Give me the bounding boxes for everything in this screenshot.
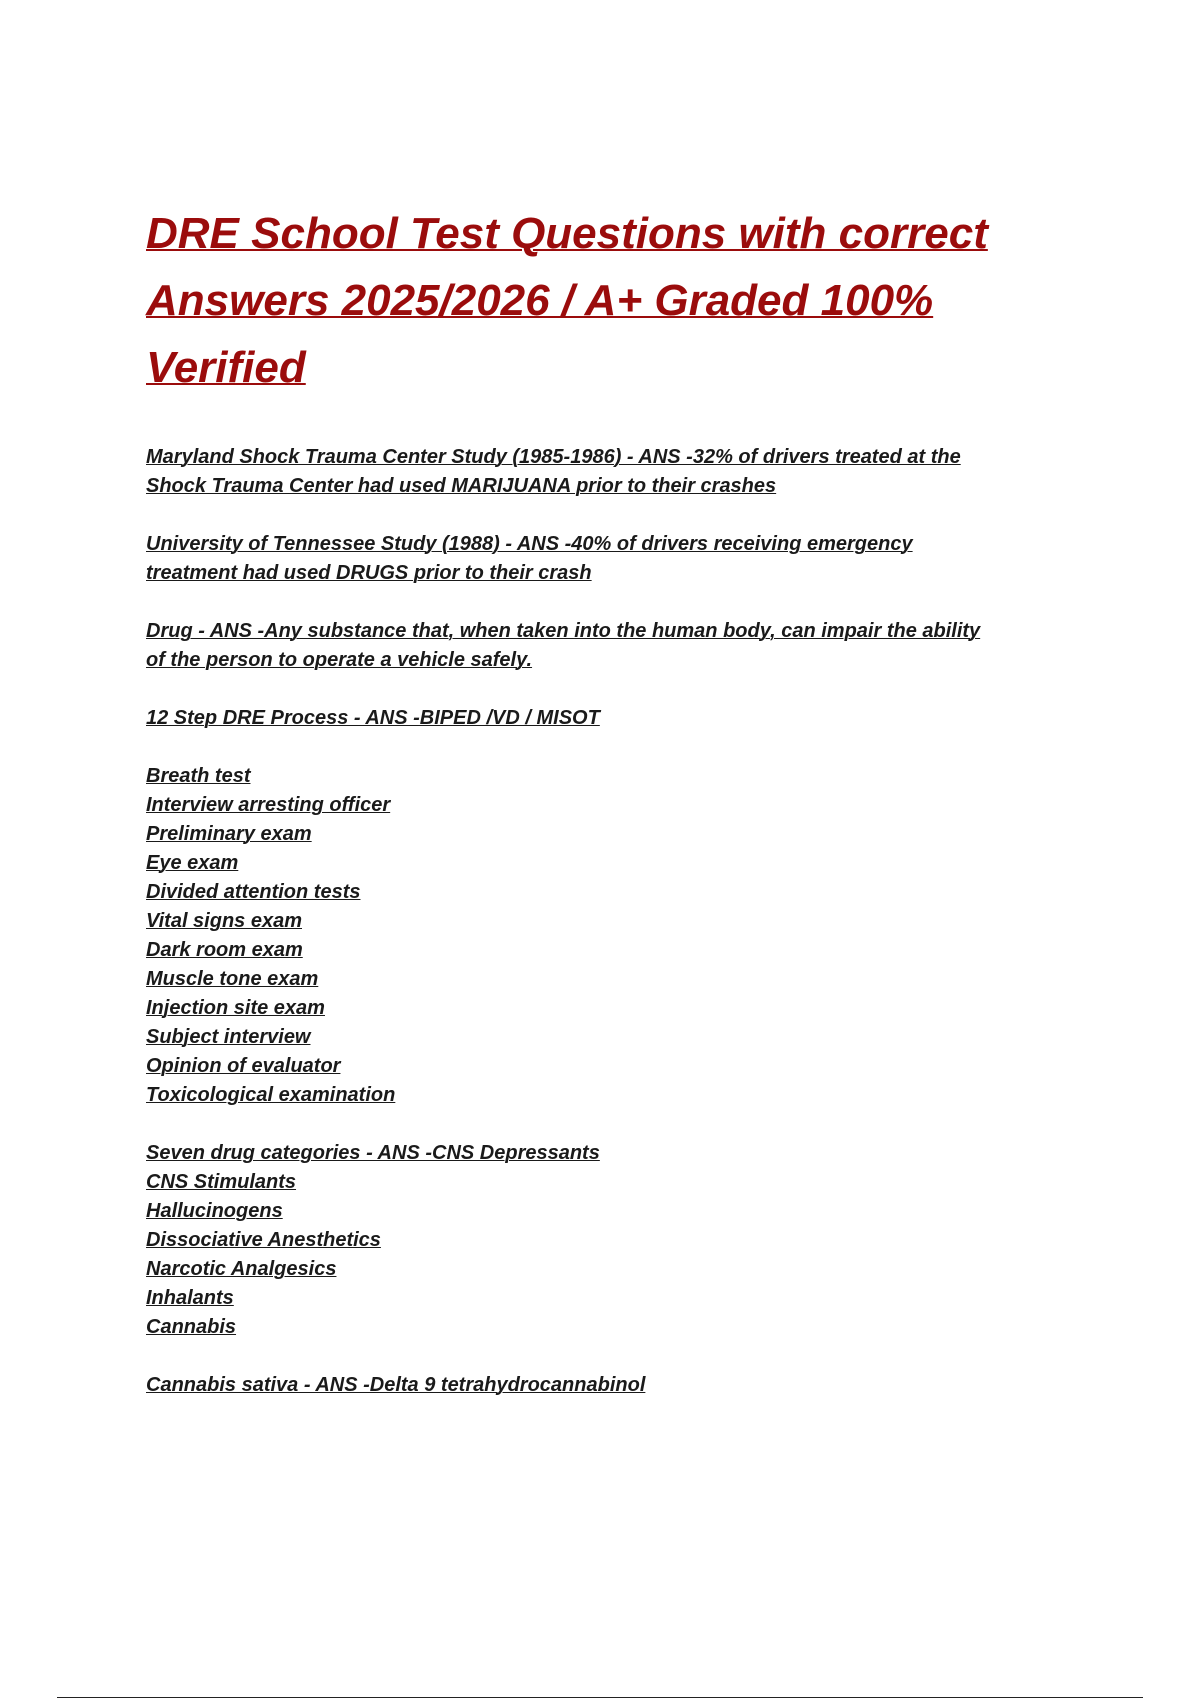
step-text: Eye exam — [146, 852, 239, 874]
qa-item-tennessee — [146, 530, 1086, 588]
category-text: Inhalants — [146, 1287, 234, 1309]
dre-steps-list — [146, 762, 1086, 1110]
list-item — [146, 1139, 1086, 1168]
document-title: DRE School Test Questions with correct Answers 2025/2026 / A+ Graded 100% Verified — [146, 209, 988, 392]
document-content — [146, 443, 1086, 1400]
list-item — [146, 849, 1086, 878]
list-item — [146, 1313, 1086, 1342]
step-text: Vital signs exam — [146, 910, 302, 932]
document-page — [146, 200, 1086, 1429]
step-text: Divided attention tests — [146, 881, 361, 903]
qa-line: Shock Trauma Center had used MARIJUANA prior to their crashes — [146, 475, 777, 497]
qa-item-12-step — [146, 704, 1086, 733]
list-item — [146, 965, 1086, 994]
category-text: Narcotic Analgesics — [146, 1258, 337, 1280]
category-text: Hallucinogens — [146, 1200, 283, 1222]
step-text: Interview arresting officer — [146, 794, 391, 816]
drug-categories-list — [146, 1139, 1086, 1342]
step-text: Toxicological examination — [146, 1084, 396, 1106]
list-item — [146, 1168, 1086, 1197]
qa-line: Maryland Shock Trauma Center Study (1985-1986) - ANS -32% of drivers treated at the — [146, 446, 961, 468]
list-item — [146, 878, 1086, 907]
list-item — [146, 820, 1086, 849]
step-text: Muscle tone exam — [146, 968, 319, 990]
list-item — [146, 936, 1086, 965]
list-item — [146, 1284, 1086, 1313]
step-text: Injection site exam — [146, 997, 325, 1019]
list-item — [146, 1052, 1086, 1081]
category-text: Seven drug categories - ANS -CNS Depressants — [146, 1142, 600, 1164]
list-item — [146, 1255, 1086, 1284]
step-text: Preliminary exam — [146, 823, 312, 845]
step-text: Breath test — [146, 765, 251, 787]
qa-item-maryland — [146, 443, 1086, 501]
list-item — [146, 762, 1086, 791]
step-text: Opinion of evaluator — [146, 1055, 341, 1077]
list-item — [146, 1226, 1086, 1255]
list-item — [146, 1081, 1086, 1110]
list-item — [146, 1197, 1086, 1226]
qa-line: of the person to operate a vehicle safely. — [146, 649, 533, 671]
qa-line: 12 Step DRE Process - ANS -BIPED /VD / MISOT — [146, 707, 600, 729]
footer-divider — [57, 1697, 1143, 1698]
category-text: Dissociative Anesthetics — [146, 1229, 381, 1251]
category-text: CNS Stimulants — [146, 1171, 297, 1193]
category-text: Cannabis — [146, 1316, 237, 1338]
list-item — [146, 907, 1086, 936]
qa-item-cannabis-sativa — [146, 1371, 1086, 1400]
qa-line: treatment had used DRUGS prior to their crash — [146, 562, 592, 584]
list-item — [146, 1023, 1086, 1052]
qa-line: University of Tennessee Study (1988) - ANS -40% of drivers receiving emergency — [146, 533, 913, 555]
qa-item-drug — [146, 617, 1086, 675]
list-item — [146, 994, 1086, 1023]
list-item — [146, 791, 1086, 820]
step-text: Subject interview — [146, 1026, 311, 1048]
qa-line: Cannabis sativa - ANS -Delta 9 tetrahydrocannabinol — [146, 1374, 646, 1396]
qa-line: Drug - ANS -Any substance that, when taken into the human body, can impair the ability — [146, 620, 981, 642]
step-text: Dark room exam — [146, 939, 303, 961]
